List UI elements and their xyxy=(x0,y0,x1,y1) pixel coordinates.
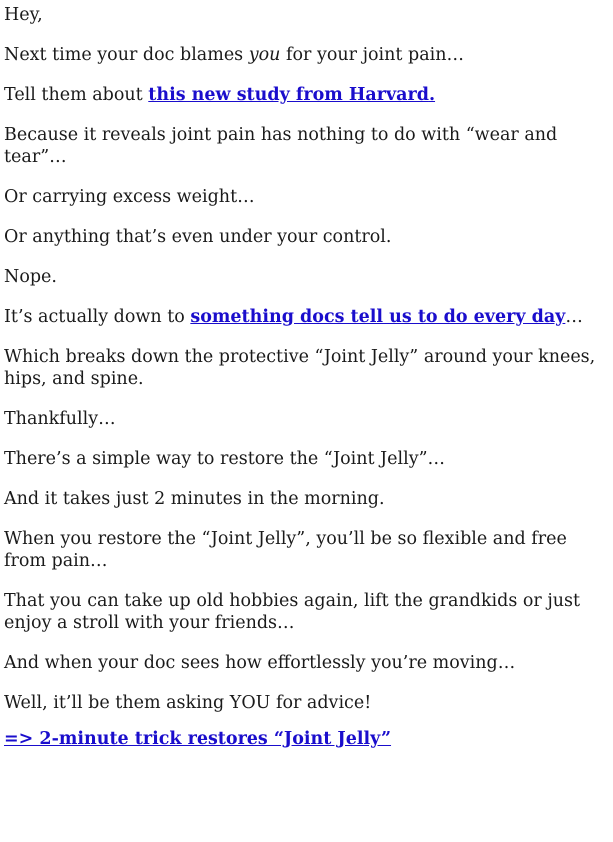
cta-paragraph xyxy=(4,728,607,750)
emphasis: you xyxy=(248,45,281,65)
text: It’s actually down to xyxy=(4,307,191,327)
paragraph-joint-jelly-breakdown: Which breaks down the protective “Joint Jelly” around your knees, hips, and spine. xyxy=(4,347,596,389)
text: … xyxy=(565,307,583,327)
paragraph-doc-blames xyxy=(4,44,607,66)
paragraph-under-control: Or anything that’s even under your control. xyxy=(4,227,392,247)
paragraph-flexible: When you restore the “Joint Jelly”, you’ll be so flexible and free from pain… xyxy=(4,529,567,571)
paragraph-wear-and-tear: Because it reveals joint pain has nothing to do with “wear and tear”… xyxy=(4,125,558,167)
paragraph-thankfully: Thankfully… xyxy=(4,409,116,429)
paragraph-docs-tell-us xyxy=(4,306,607,328)
greeting: Hey, xyxy=(4,5,43,25)
harvard-study-link-period[interactable]: . xyxy=(428,85,436,105)
harvard-study-link[interactable]: this new study from Harvard xyxy=(148,85,429,105)
paragraph-hobbies: That you can take up old hobbies again, lift the grandkids or just enjoy a stroll with your friends… xyxy=(4,591,581,633)
paragraph-excess-weight: Or carrying excess weight… xyxy=(4,187,255,207)
docs-tell-us-link[interactable]: something docs tell us to do every day xyxy=(190,307,566,327)
text: Next time your doc blames xyxy=(4,45,249,65)
paragraph-two-minutes: And it takes just 2 minutes in the morning. xyxy=(4,489,385,509)
text: for your joint pain… xyxy=(280,45,464,65)
paragraph-doc-sees: And when your doc sees how effortlessly you’re moving… xyxy=(4,653,516,673)
paragraph-simple-way: There’s a simple way to restore the “Joint Jelly”… xyxy=(4,449,446,469)
paragraph-nope: Nope. xyxy=(4,267,57,287)
text: Tell them about xyxy=(4,85,149,105)
paragraph-harvard-study xyxy=(4,84,607,106)
cta-link[interactable]: => 2-minute trick restores “Joint Jelly” xyxy=(4,729,392,749)
paragraph-advice: Well, it’ll be them asking YOU for advice! xyxy=(4,693,372,713)
